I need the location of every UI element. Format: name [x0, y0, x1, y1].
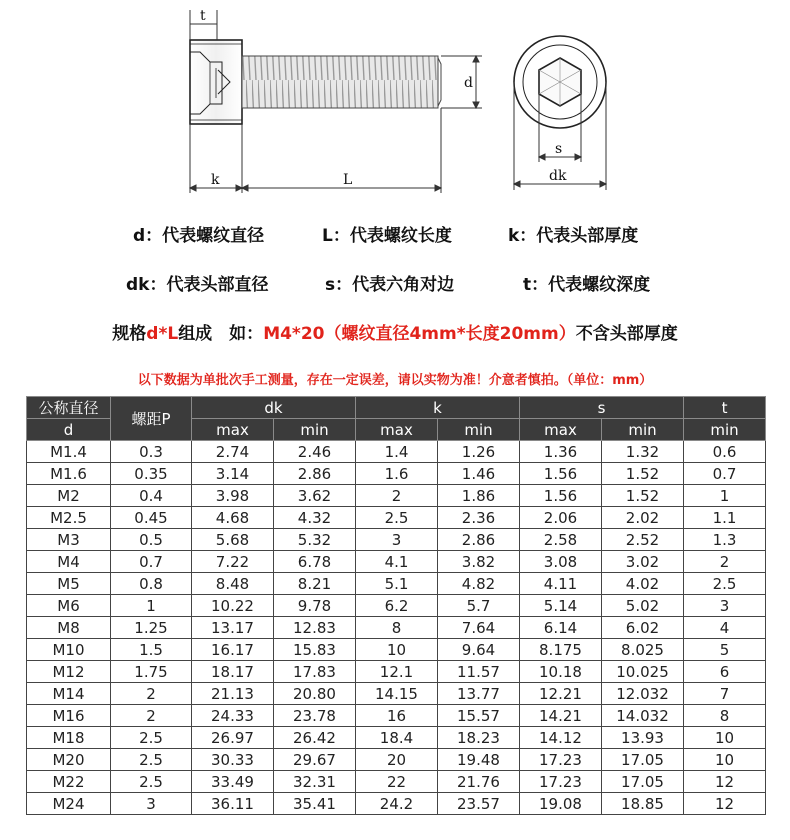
cell-k-min: 3.82	[438, 551, 520, 573]
cell-k-max: 22	[356, 771, 438, 793]
cell-pitch: 3	[111, 793, 192, 815]
cell-s-max: 14.21	[520, 705, 602, 727]
cell-k-max: 5.1	[356, 573, 438, 595]
cell-s-max: 19.08	[520, 793, 602, 815]
cell-s-max: 4.11	[520, 573, 602, 595]
cell-k-max: 1.4	[356, 441, 438, 463]
label-s: s	[555, 141, 563, 157]
cell-dk-max: 10.22	[192, 595, 274, 617]
cell-dk-min: 8.21	[274, 573, 356, 595]
table-row	[27, 705, 766, 727]
cell-pitch: 1.75	[111, 661, 192, 683]
cell-k-min: 18.23	[438, 727, 520, 749]
cell-k-min: 1.86	[438, 485, 520, 507]
cell-s-min: 2.02	[602, 507, 684, 529]
cell-dk-min: 9.78	[274, 595, 356, 617]
cell-nominal: M14	[27, 683, 111, 705]
table-row	[27, 463, 766, 485]
header-t-min: min	[684, 419, 766, 441]
table-row	[27, 771, 766, 793]
cell-t-min: 8	[684, 705, 766, 727]
cell-s-max: 2.58	[520, 529, 602, 551]
spec-example: M4*20（螺纹直径4mm*长度20mm）	[263, 324, 576, 344]
cell-k-max: 8	[356, 617, 438, 639]
cell-k-max: 1.6	[356, 463, 438, 485]
cell-k-max: 12.1	[356, 661, 438, 683]
cell-s-min: 17.05	[602, 771, 684, 793]
cell-k-min: 11.57	[438, 661, 520, 683]
cell-k-max: 2.5	[356, 507, 438, 529]
cell-k-min: 19.48	[438, 749, 520, 771]
cell-k-max: 2	[356, 485, 438, 507]
table-row	[27, 661, 766, 683]
cell-pitch: 0.5	[111, 529, 192, 551]
cell-k-min: 23.57	[438, 793, 520, 815]
cell-dk-max: 3.98	[192, 485, 274, 507]
cell-dk-min: 35.41	[274, 793, 356, 815]
legend-d: d：代表螺纹直径	[133, 226, 265, 246]
cell-dk-max: 33.49	[192, 771, 274, 793]
cell-dk-max: 36.11	[192, 793, 274, 815]
cell-dk-min: 4.32	[274, 507, 356, 529]
cell-s-max: 17.23	[520, 771, 602, 793]
cell-nominal: M16	[27, 705, 111, 727]
cell-nominal: M18	[27, 727, 111, 749]
cell-dk-min: 29.67	[274, 749, 356, 771]
cell-s-min: 18.85	[602, 793, 684, 815]
label-dk: dk	[549, 168, 567, 184]
cell-nominal: M3	[27, 529, 111, 551]
cell-t-min: 1.1	[684, 507, 766, 529]
cell-s-max: 3.08	[520, 551, 602, 573]
spec-prefix-a: 规格	[112, 324, 147, 344]
cell-dk-max: 8.48	[192, 573, 274, 595]
cell-s-max: 1.36	[520, 441, 602, 463]
cell-pitch: 2.5	[111, 727, 192, 749]
table-header-row	[27, 397, 766, 419]
cell-dk-max: 21.13	[192, 683, 274, 705]
cell-k-max: 18.4	[356, 727, 438, 749]
cell-pitch: 0.45	[111, 507, 192, 529]
cell-t-min: 12	[684, 793, 766, 815]
spec-table	[26, 396, 766, 815]
cell-nominal: M22	[27, 771, 111, 793]
cell-k-min: 1.26	[438, 441, 520, 463]
end-view	[514, 36, 606, 128]
table-body	[27, 441, 766, 815]
header-t: t	[684, 397, 766, 419]
cell-k-max: 4.1	[356, 551, 438, 573]
cell-k-min: 7.64	[438, 617, 520, 639]
cell-k-max: 14.15	[356, 683, 438, 705]
cell-s-min: 1.52	[602, 463, 684, 485]
cell-nominal: M20	[27, 749, 111, 771]
label-k: k	[211, 172, 220, 188]
cell-s-max: 14.12	[520, 727, 602, 749]
table-row	[27, 529, 766, 551]
header-s-max: max	[520, 419, 602, 441]
cell-s-max: 6.14	[520, 617, 602, 639]
cell-dk-max: 7.22	[192, 551, 274, 573]
cell-pitch: 0.35	[111, 463, 192, 485]
cell-t-min: 2.5	[684, 573, 766, 595]
cell-s-max: 17.23	[520, 749, 602, 771]
screw-diagram	[0, 0, 790, 205]
cell-k-max: 6.2	[356, 595, 438, 617]
table-row	[27, 573, 766, 595]
cell-s-min: 10.025	[602, 661, 684, 683]
table-row	[27, 617, 766, 639]
spec-format-line	[0, 319, 790, 344]
cell-dk-max: 3.14	[192, 463, 274, 485]
header-nominal-top: 公称直径	[27, 397, 111, 419]
cell-nominal: M1.4	[27, 441, 111, 463]
cell-pitch: 0.4	[111, 485, 192, 507]
table-row	[27, 727, 766, 749]
cell-k-max: 24.2	[356, 793, 438, 815]
cell-s-min: 1.52	[602, 485, 684, 507]
cell-dk-min: 23.78	[274, 705, 356, 727]
cell-pitch: 0.7	[111, 551, 192, 573]
cell-k-max: 10	[356, 639, 438, 661]
cell-nominal: M1.6	[27, 463, 111, 485]
cell-t-min: 0.7	[684, 463, 766, 485]
cell-pitch: 2	[111, 705, 192, 727]
legend-k: k：代表头部厚度	[508, 226, 639, 246]
header-s: s	[520, 397, 684, 419]
cell-dk-min: 17.83	[274, 661, 356, 683]
cell-s-min: 13.93	[602, 727, 684, 749]
cell-t-min: 1	[684, 485, 766, 507]
cell-dk-max: 13.17	[192, 617, 274, 639]
cell-t-min: 1.3	[684, 529, 766, 551]
header-k-max: max	[356, 419, 438, 441]
cell-k-min: 5.7	[438, 595, 520, 617]
cell-dk-max: 16.17	[192, 639, 274, 661]
cell-pitch: 0.3	[111, 441, 192, 463]
cell-t-min: 10	[684, 727, 766, 749]
cell-pitch: 2	[111, 683, 192, 705]
cell-k-min: 13.77	[438, 683, 520, 705]
cell-nominal: M2.5	[27, 507, 111, 529]
cell-dk-min: 3.62	[274, 485, 356, 507]
cell-k-min: 21.76	[438, 771, 520, 793]
cell-k-max: 3	[356, 529, 438, 551]
cell-k-max: 20	[356, 749, 438, 771]
cell-s-min: 5.02	[602, 595, 684, 617]
table-row	[27, 749, 766, 771]
cell-s-max: 2.06	[520, 507, 602, 529]
cell-k-min: 9.64	[438, 639, 520, 661]
header-s-min: min	[602, 419, 684, 441]
cell-t-min: 7	[684, 683, 766, 705]
legend-dk: dk：代表头部直径	[126, 275, 269, 295]
table-row	[27, 683, 766, 705]
cell-pitch: 2.5	[111, 749, 192, 771]
cell-dk-max: 5.68	[192, 529, 274, 551]
cell-s-min: 17.05	[602, 749, 684, 771]
legend-s: s：代表六角对边	[325, 275, 455, 295]
cell-dk-min: 12.83	[274, 617, 356, 639]
cell-t-min: 10	[684, 749, 766, 771]
cell-dk-min: 5.32	[274, 529, 356, 551]
cell-s-min: 8.025	[602, 639, 684, 661]
cell-s-max: 12.21	[520, 683, 602, 705]
header-dk-max: max	[192, 419, 274, 441]
spec-prefix-b: 组成 如：	[178, 324, 264, 344]
header-pitch: 螺距P	[111, 397, 192, 441]
header-k: k	[356, 397, 520, 419]
cell-dk-min: 2.46	[274, 441, 356, 463]
cell-s-min: 4.02	[602, 573, 684, 595]
cell-s-max: 1.56	[520, 463, 602, 485]
header-dk-min: min	[274, 419, 356, 441]
cell-k-min: 2.86	[438, 529, 520, 551]
cell-s-max: 10.18	[520, 661, 602, 683]
cell-dk-max: 2.74	[192, 441, 274, 463]
cell-nominal: M5	[27, 573, 111, 595]
cell-dk-min: 2.86	[274, 463, 356, 485]
cell-dk-max: 24.33	[192, 705, 274, 727]
cell-pitch: 1.25	[111, 617, 192, 639]
cell-t-min: 2	[684, 551, 766, 573]
cell-k-min: 2.36	[438, 507, 520, 529]
spec-formula: d*L	[146, 324, 179, 344]
cell-dk-max: 4.68	[192, 507, 274, 529]
end-labels	[549, 141, 567, 184]
cell-t-min: 4	[684, 617, 766, 639]
label-t: t	[200, 8, 206, 24]
cell-s-min: 12.032	[602, 683, 684, 705]
cell-nominal: M10	[27, 639, 111, 661]
cell-k-min: 4.82	[438, 573, 520, 595]
cell-nominal: M12	[27, 661, 111, 683]
table-row	[27, 485, 766, 507]
cell-nominal: M24	[27, 793, 111, 815]
table-row	[27, 595, 766, 617]
cell-dk-max: 30.33	[192, 749, 274, 771]
cell-nominal: M6	[27, 595, 111, 617]
cell-s-max: 5.14	[520, 595, 602, 617]
header-dk: dk	[192, 397, 356, 419]
table-row	[27, 507, 766, 529]
cell-pitch: 1	[111, 595, 192, 617]
cell-dk-max: 18.17	[192, 661, 274, 683]
table-row	[27, 639, 766, 661]
table-row	[27, 441, 766, 463]
cell-nominal: M8	[27, 617, 111, 639]
cell-s-max: 8.175	[520, 639, 602, 661]
table-row	[27, 793, 766, 815]
cell-dk-min: 15.83	[274, 639, 356, 661]
cell-k-min: 15.57	[438, 705, 520, 727]
measurement-notice: 以下数据为单批次手工测量，存在一定误差，请以实物为准！介意者慎拍。（单位：mm）	[137, 373, 653, 388]
label-L: L	[343, 172, 353, 188]
cell-t-min: 5	[684, 639, 766, 661]
table-row	[27, 551, 766, 573]
cell-t-min: 3	[684, 595, 766, 617]
cell-t-min: 0.6	[684, 441, 766, 463]
legend-t: t：代表螺纹深度	[523, 275, 651, 295]
cell-dk-min: 6.78	[274, 551, 356, 573]
cell-s-min: 2.52	[602, 529, 684, 551]
cell-nominal: M2	[27, 485, 111, 507]
cell-pitch: 1.5	[111, 639, 192, 661]
cell-nominal: M4	[27, 551, 111, 573]
cell-dk-min: 26.42	[274, 727, 356, 749]
label-d: d	[464, 75, 473, 91]
header-nominal-bottom: d	[27, 419, 111, 441]
cell-s-max: 1.56	[520, 485, 602, 507]
cell-dk-min: 20.80	[274, 683, 356, 705]
cell-k-min: 1.46	[438, 463, 520, 485]
cell-s-min: 3.02	[602, 551, 684, 573]
cell-pitch: 2.5	[111, 771, 192, 793]
cell-t-min: 12	[684, 771, 766, 793]
cell-s-min: 1.32	[602, 441, 684, 463]
cell-dk-max: 26.97	[192, 727, 274, 749]
cell-s-min: 6.02	[602, 617, 684, 639]
cell-s-min: 14.032	[602, 705, 684, 727]
legend-L: L：代表螺纹长度	[322, 226, 452, 246]
side-view	[190, 40, 441, 124]
cell-t-min: 6	[684, 661, 766, 683]
cell-k-max: 16	[356, 705, 438, 727]
header-k-min: min	[438, 419, 520, 441]
cell-pitch: 0.8	[111, 573, 192, 595]
cell-dk-min: 32.31	[274, 771, 356, 793]
spec-suffix: 不含头部厚度	[575, 324, 678, 344]
